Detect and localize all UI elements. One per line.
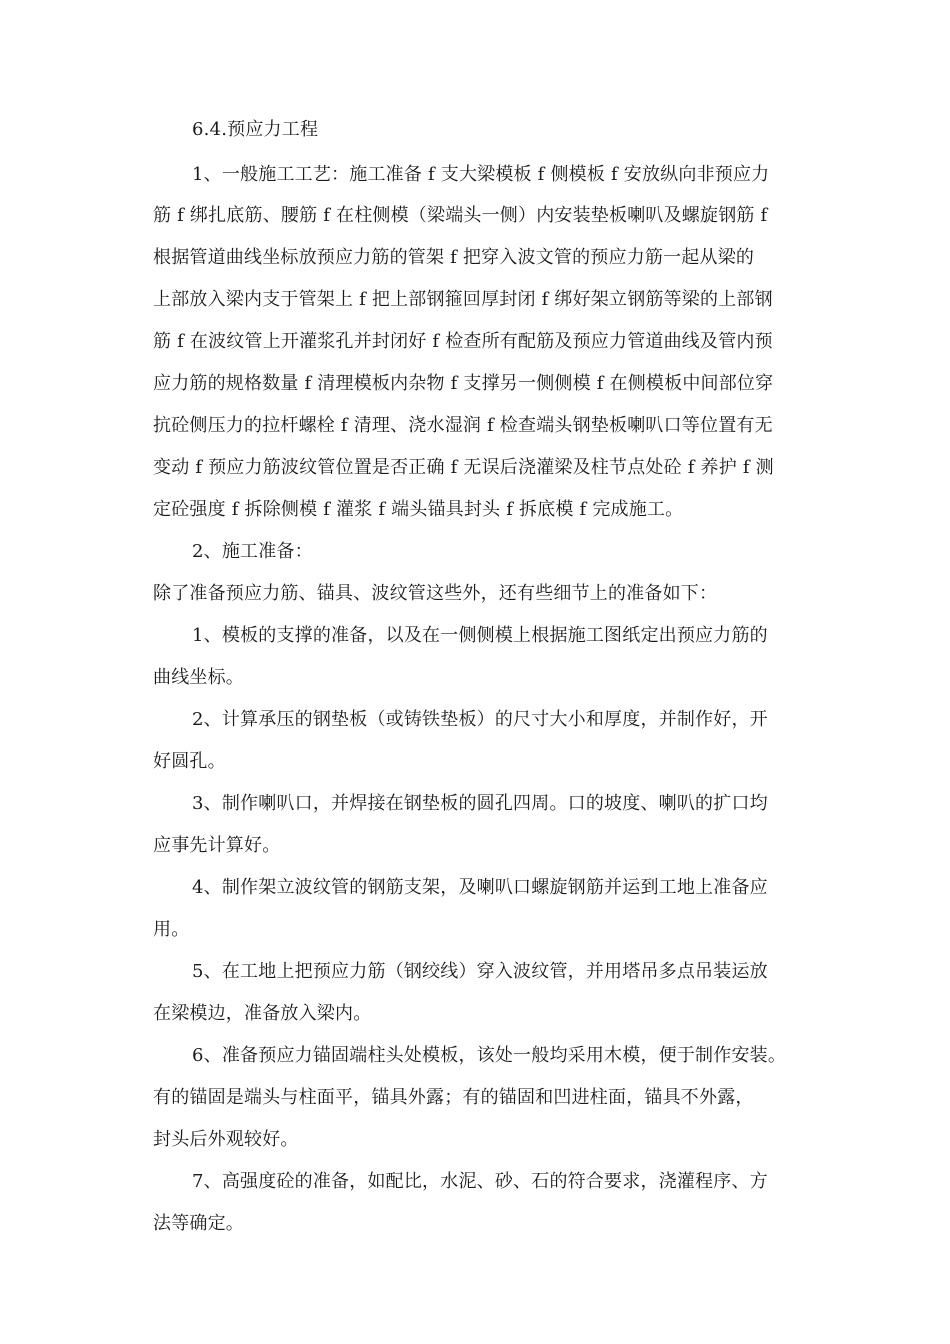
text-line: 筋 f 在波纹管上开灌浆孔并封闭好 f 检查所有配筋及预应力管道曲线及管内预 (153, 331, 773, 352)
list-item-5: 5、在工地上把预应力筋（钢绞线）穿入波纹管，并用塔吊多点吊装运放 (192, 961, 768, 982)
text-line: 应力筋的规格数量 f 清理模板内杂物 f 支撑另一侧侧模 f 在侧模板中间部位穿 (153, 373, 774, 394)
text-line: 用。 (153, 919, 190, 940)
text-line: 除了准备预应力筋、锚具、波纹管这些外，还有些细节上的准备如下： (153, 583, 718, 604)
list-item-3: 3、制作喇叭口，并焊接在钢垫板的圆孔四周。口的坡度、喇叭的扩口均 (192, 793, 768, 814)
text-line: 变动 f 预应力筋波纹管位置是否正确 f 无误后浇灌梁及柱节点处砼 f 养护 f 测 (153, 457, 774, 478)
list-item-4: 4、制作架立波纹管的钢筋支架，及喇叭口螺旋钢筋并运到工地上准备应 (192, 877, 768, 898)
list-item-2: 2、计算承压的钢垫板（或铸铁垫板）的尺寸大小和厚度，并制作好，开 (192, 709, 768, 730)
text-line: 应事先计算好。 (153, 835, 281, 856)
list-item-1: 1、模板的支撑的准备，以及在一侧侧模上根据施工图纸定出预应力筋的 (192, 625, 768, 646)
text-line: 有的锚固是端头与柱面平，锚具外露；有的锚固和凹进柱面，锚具不外露， (153, 1087, 754, 1108)
text-line: 在梁模边，准备放入梁内。 (153, 1003, 372, 1024)
list-item-7: 7、高强度砼的准备，如配比，水泥、砂、石的符合要求，浇灌程序、方 (192, 1171, 768, 1192)
text-line: 1、一般施工工艺：施工准备 f 支大梁模板 f 侧模板 f 安放纵向非预应力 (192, 164, 770, 185)
text-line: 筋 f 绑扎底筋、腰筋 f 在柱侧模（梁端头一侧）内安装垫板喇叭及螺旋钢筋 f (153, 205, 768, 226)
subsection-heading: 2、施工准备： (192, 541, 313, 562)
text-line: 封头后外观较好。 (153, 1129, 299, 1150)
text-line: 抗砼侧压力的拉杆螺栓 f 清理、浇水湿润 f 检查端头钢垫板喇叭口等位置有无 (153, 415, 773, 436)
text-line: 曲线坐标。 (153, 667, 244, 688)
text-line: 定砼强度 f 拆除侧模 f 灌浆 f 端头锚具封头 f 拆底模 f 完成施工。 (153, 499, 684, 520)
section-heading: 6.4.预应力工程 (192, 119, 319, 140)
text-line: 上部放入梁内支于管架上 f 把上部钢箍回厚封闭 f 绑好架立钢筋等梁的上部钢 (153, 289, 773, 310)
text-line: 根据管道曲线坐标放预应力筋的管架 f 把穿入波文管的预应力筋一起从梁的 (153, 247, 755, 268)
list-item-6: 6、准备预应力锚固端柱头处模板，该处一般均采用木模，便于制作安装。 (192, 1045, 787, 1066)
text-line: 法等确定。 (153, 1213, 244, 1234)
text-line: 好圆孔。 (153, 751, 226, 772)
